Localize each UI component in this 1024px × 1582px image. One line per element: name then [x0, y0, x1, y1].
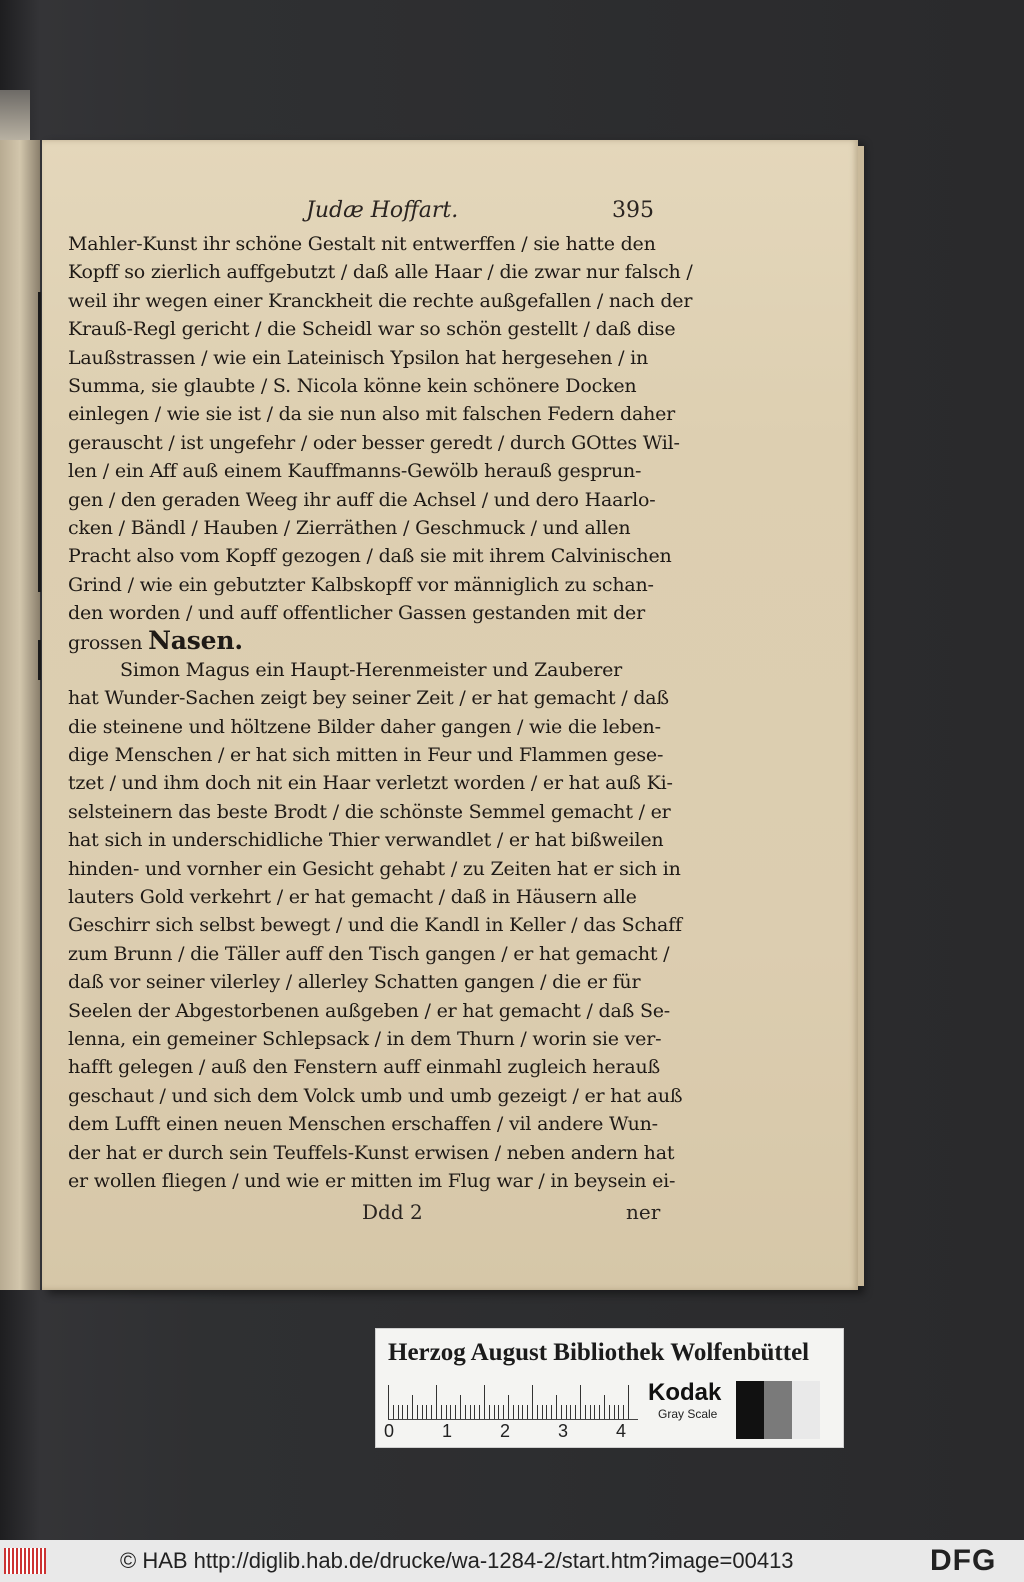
text-line: lenna, ein gemeiner Schlepsack / in dem Thurn / worin sie ver- — [68, 1027, 662, 1050]
ruler-tick — [537, 1405, 538, 1419]
ruler-tick — [465, 1405, 466, 1419]
swatch-gray — [764, 1381, 792, 1439]
text-line: Pracht also vom Kopff gezogen / daß sie mit ihrem Calvinischen — [68, 545, 672, 568]
ruler-tick — [484, 1385, 485, 1419]
ruler-tick — [460, 1395, 461, 1419]
ruler-tick — [441, 1405, 442, 1419]
ruler-tick — [614, 1405, 615, 1419]
text-line: Kopff so zierlich auffgebutzt / daß alle Haar / die zwar nur falsch / — [68, 261, 693, 284]
text-line: die steinene und höltzene Bilder daher gangen / wie die leben- — [68, 715, 661, 738]
text-line: Laußstrassen / wie ein Lateinisch Ypsilon hat hergesehen / in — [68, 346, 649, 369]
ruler-tick — [398, 1405, 399, 1419]
dfg-logo: DFG — [930, 1544, 997, 1577]
signature-mark: Ddd 2 — [362, 1200, 423, 1224]
ruler-number: 4 — [616, 1421, 627, 1441]
chart-title: Herzog August Bibliothek Wolfenbüttel — [388, 1339, 810, 1366]
text-line: hafft gelegen / auß den Fenstern auff einmahl zugleich herauß — [68, 1056, 661, 1079]
ruler-tick — [388, 1385, 389, 1419]
ruler-tick — [527, 1405, 528, 1419]
text-line-last — [68, 627, 708, 655]
text-line: Mahler-Kunst ihr schöne Gestalt nit entwerffen / sie hatte den — [68, 233, 656, 255]
swatch-black — [736, 1381, 764, 1439]
text-line: dem Lufft einen neuen Menschen erschaffen / vil andere Wun- — [68, 1113, 658, 1136]
text-line: Grind / wie ein gebutzter Kalbskopff vor männiglich zu schan- — [68, 573, 654, 596]
text-line: einlegen / wie sie ist / da sie nun also mit falschen Federn daher — [68, 403, 676, 426]
ruler-tick — [498, 1405, 499, 1419]
ruler-number: 1 — [442, 1421, 453, 1441]
ruler-tick — [489, 1405, 490, 1419]
text-line: er wollen fliegen / und wie er mitten im Flug war / in beysein ei- — [68, 1169, 676, 1192]
kodak-logo: Kodak — [648, 1379, 722, 1406]
text-line: hinden- und vornher ein Gesicht gehabt / zu Zeiten hat er sich in — [68, 857, 681, 880]
text-line: Summa, sie glaubte / S. Nicola könne kein schönere Docken — [68, 374, 637, 397]
catchword: ner — [626, 1200, 661, 1224]
ruler-number: 3 — [558, 1421, 569, 1441]
ruler-tick — [407, 1405, 408, 1419]
text-line: lauters Gold verkehrt / er hat gemacht / daß in Häusern alle — [68, 885, 637, 908]
text-line: selsteinern das beste Brodt / die schönste Semmel gemacht / er — [68, 800, 671, 823]
ruler-tick — [513, 1405, 514, 1419]
ruler-tick — [556, 1395, 557, 1419]
ruler-tick — [570, 1405, 571, 1419]
ruler-tick — [609, 1405, 610, 1419]
text-line: gen / den geraden Weeg ihr auff die Achsel / und dero Haarlo- — [68, 488, 656, 511]
ruler-tick — [508, 1395, 509, 1419]
ruler-tick — [431, 1405, 432, 1419]
ruler-tick — [585, 1405, 586, 1419]
color-calibration-chart — [375, 1328, 844, 1448]
text-line: den worden / und auff offentlicher Gassen gestanden mit der — [68, 602, 645, 625]
previous-page-edge — [0, 140, 40, 1290]
ruler-tick — [604, 1395, 605, 1419]
scale-ruler — [388, 1379, 638, 1420]
ruler-tick — [450, 1405, 451, 1419]
text-line: Seelen der Abgestorbenen außgeben / er hat gemacht / daß Se- — [68, 999, 671, 1022]
ruler-tick — [393, 1405, 394, 1419]
ruler-tick — [479, 1405, 480, 1419]
text-line: hat sich in underschidliche Thier verwandlet / er hat bißweilen — [68, 829, 664, 852]
text-line: Krauß-Regl gericht / die Scheidl war so schön gestellt / daß dise — [68, 318, 676, 341]
ruler-number: 0 — [384, 1421, 395, 1441]
running-head — [42, 198, 858, 228]
text-line: Geschirr sich selbst bewegt / und die Kandl in Keller / das Schaff — [68, 914, 682, 937]
gray-scale-label: Gray Scale — [658, 1407, 718, 1421]
ruler-tick — [446, 1405, 447, 1419]
ruler-tick — [580, 1385, 581, 1419]
text-line: geschaut / und sich dem Volck umb und umb gezeigt / er hat auß — [68, 1084, 683, 1107]
barcode-icon — [4, 1548, 46, 1574]
text-line: der hat er durch sein Teuffels-Kunst erwisen / neben andern hat — [68, 1141, 675, 1164]
text-line: tzet / und ihm doch nit ein Haar verletzt worden / er hat auß Ki- — [68, 772, 673, 795]
ruler-tick — [417, 1405, 418, 1419]
ruler-tick — [522, 1405, 523, 1419]
copyright-url[interactable]: © HAB http://diglib.hab.de/drucke/wa-1284-2/start.htm?image=00413 — [120, 1548, 794, 1573]
ruler-number: 2 — [500, 1421, 511, 1441]
emphasis-word: Nasen. — [148, 627, 243, 656]
ruler-tick — [618, 1405, 619, 1419]
ruler-tick — [575, 1405, 576, 1419]
text-line: daß vor seiner vilerley / allerley Schatten gangen / die er für — [68, 971, 641, 994]
ruler-tick — [532, 1385, 533, 1419]
ruler-tick — [623, 1405, 624, 1419]
ruler-tick — [628, 1385, 629, 1419]
text-line: len / ein Aff auß einem Kauffmanns-Gewölb herauß gesprun- — [68, 460, 642, 483]
ruler-tick — [546, 1405, 547, 1419]
text-block — [68, 230, 708, 1195]
last-line-prefix: grossen — [68, 632, 149, 655]
ruler-tick — [542, 1405, 543, 1419]
ruler-tick — [594, 1405, 595, 1419]
text-line: weil ihr wegen einer Kranckheit die rechte außgefallen / nach der — [68, 289, 693, 312]
ruler-tick — [494, 1405, 495, 1419]
running-head-title: Judæ Hoffart. — [306, 198, 459, 223]
ruler-tick — [436, 1385, 437, 1419]
ruler-tick — [503, 1405, 504, 1419]
ruler-tick — [426, 1405, 427, 1419]
paragraph-start: Simon Magus ein Haupt-Herenmeister und Zauberer — [120, 658, 623, 681]
margin-line — [38, 640, 41, 680]
text-line: zum Brunn / die Täller auff den Tisch gangen / er hat gemacht / — [68, 942, 670, 965]
text-line: hat Wunder-Sachen zeigt bey seiner Zeit / er hat gemacht / daß — [68, 687, 669, 710]
text-line: gerauscht / ist ungefehr / oder besser geredt / durch GOttes Wil- — [68, 431, 680, 454]
ruler-tick — [551, 1405, 552, 1419]
swatch-white — [792, 1381, 820, 1439]
ruler-tick — [566, 1405, 567, 1419]
ruler-tick — [474, 1405, 475, 1419]
book-page — [42, 140, 858, 1290]
ruler-tick — [455, 1405, 456, 1419]
text-line: cken / Bändl / Hauben / Zierräthen / Geschmuck / und allen — [68, 516, 631, 539]
footer-bar — [0, 1540, 1024, 1582]
ruler-tick — [599, 1405, 600, 1419]
margin-line — [38, 292, 41, 592]
ruler-tick — [590, 1405, 591, 1419]
ruler-tick — [402, 1405, 403, 1419]
ruler-tick — [412, 1395, 413, 1419]
ruler-tick — [470, 1405, 471, 1419]
ruler-tick — [561, 1405, 562, 1419]
ruler-tick — [518, 1405, 519, 1419]
page-number: 395 — [612, 198, 654, 223]
ruler-tick — [422, 1405, 423, 1419]
text-line: dige Menschen / er hat sich mitten in Feur und Flammen gese- — [68, 744, 664, 767]
